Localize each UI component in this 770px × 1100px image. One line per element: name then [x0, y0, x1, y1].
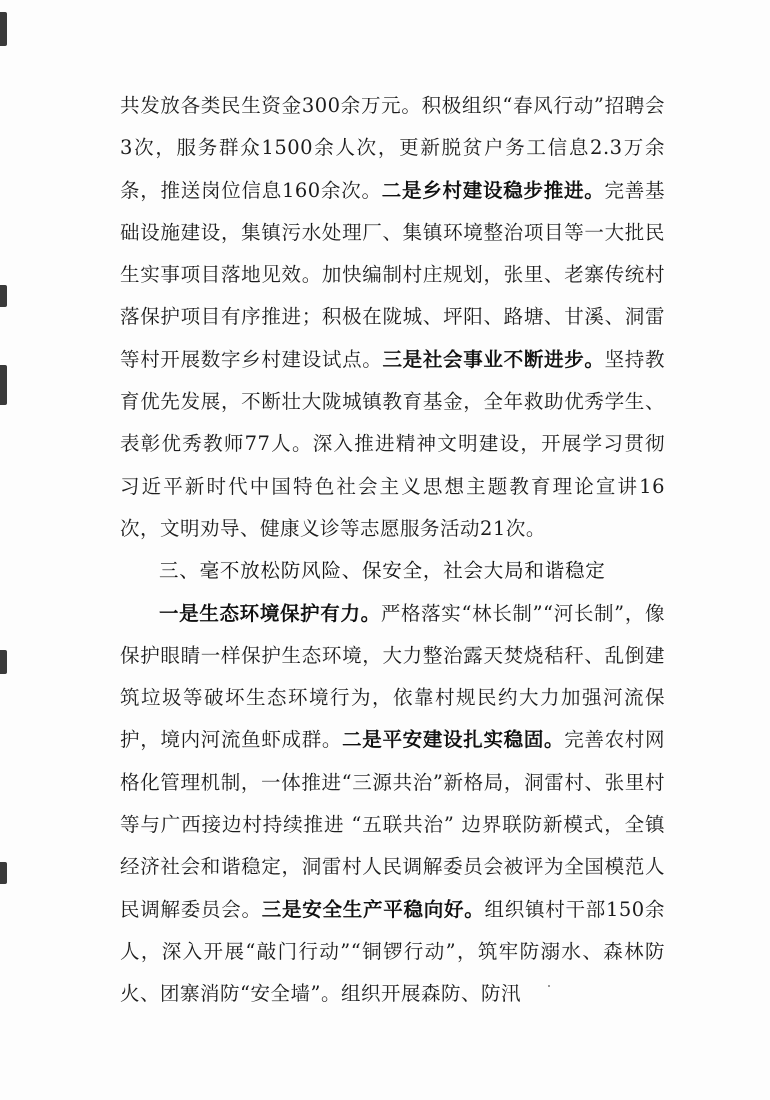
sentence: 完善农村网格化管理机制，一体推进“三源共治”新格局，洞雷村、张里村等与广西接边村持续推进 “五联共治” 边界联防新模式，全镇经济社会和谐稳定，洞雷村人民调解委员会被评为全国模范人民调解委员会。: [120, 728, 665, 921]
bold-lead-phrase: 二是平安建设扎实稳固。: [342, 728, 565, 752]
scan-speck: [548, 985, 550, 987]
scan-binding-mark: [0, 365, 7, 405]
bold-lead-phrase: 三是安全生产平稳向好。: [261, 897, 485, 921]
sentence: 坚持教育优先发展，不断壮大陇城镇教育基金，全年救助优秀学生、表彰优秀教师77人。深入推进精神文明建设，开展学习贯彻习近平新时代中国特色社会主义思想主题教育理论宣讲16次，文明劝导、健康义诊等志愿服务活动21次。: [120, 347, 665, 540]
scan-binding-mark: [0, 12, 7, 46]
scan-binding-mark: [0, 285, 7, 307]
paragraph-continuation: [120, 85, 665, 550]
scan-binding-mark: [0, 862, 7, 884]
section-heading: 三、毫不放松防风险、保安全，社会大局和谐稳定: [159, 559, 606, 583]
bold-lead-phrase: 一是生态环境保护有力。: [159, 601, 381, 625]
sentence: 严格落实“林长制”“河长制”，像保护眼睛一样保护生态环境，大力整治露天焚烧秸秆、乱倒建筑垃圾等破坏生态环境行为，依靠村规民约大力加强河流保护，境内河流鱼虾成群。: [120, 601, 665, 752]
bold-lead-phrase: 二是乡村建设稳步推进。: [381, 178, 605, 202]
sentence: 共发放各类民生资金300余万元。积极组织“春风行动”招聘会3次，服务群众1500余人次，更新脱贫户务工信息2.3万余条，推送岗位信息160余次。: [120, 94, 665, 202]
bold-lead-phrase: 三是社会事业不断进步。: [382, 347, 605, 371]
section-paragraph: [120, 593, 665, 1016]
scan-binding-mark: [0, 650, 7, 674]
body-text: [120, 85, 665, 1016]
sentence: 完善基础设施建设，集镇污水处理厂、集镇环境整治项目等一大批民生实事项目落地见效。加快编制村庄规划，张里、老寨传统村落保护项目有序推进；积极在陇城、坪阳、路塘、甘溪、洞雷等村开展数字乡村建设试点。: [120, 178, 665, 371]
sentence: 组织镇村干部150余人，深入开展“敲门行动”“铜锣行动”，筑牢防溺水、森林防火、团寨消防“安全墙”。组织开展森防、防汛: [120, 897, 665, 1006]
